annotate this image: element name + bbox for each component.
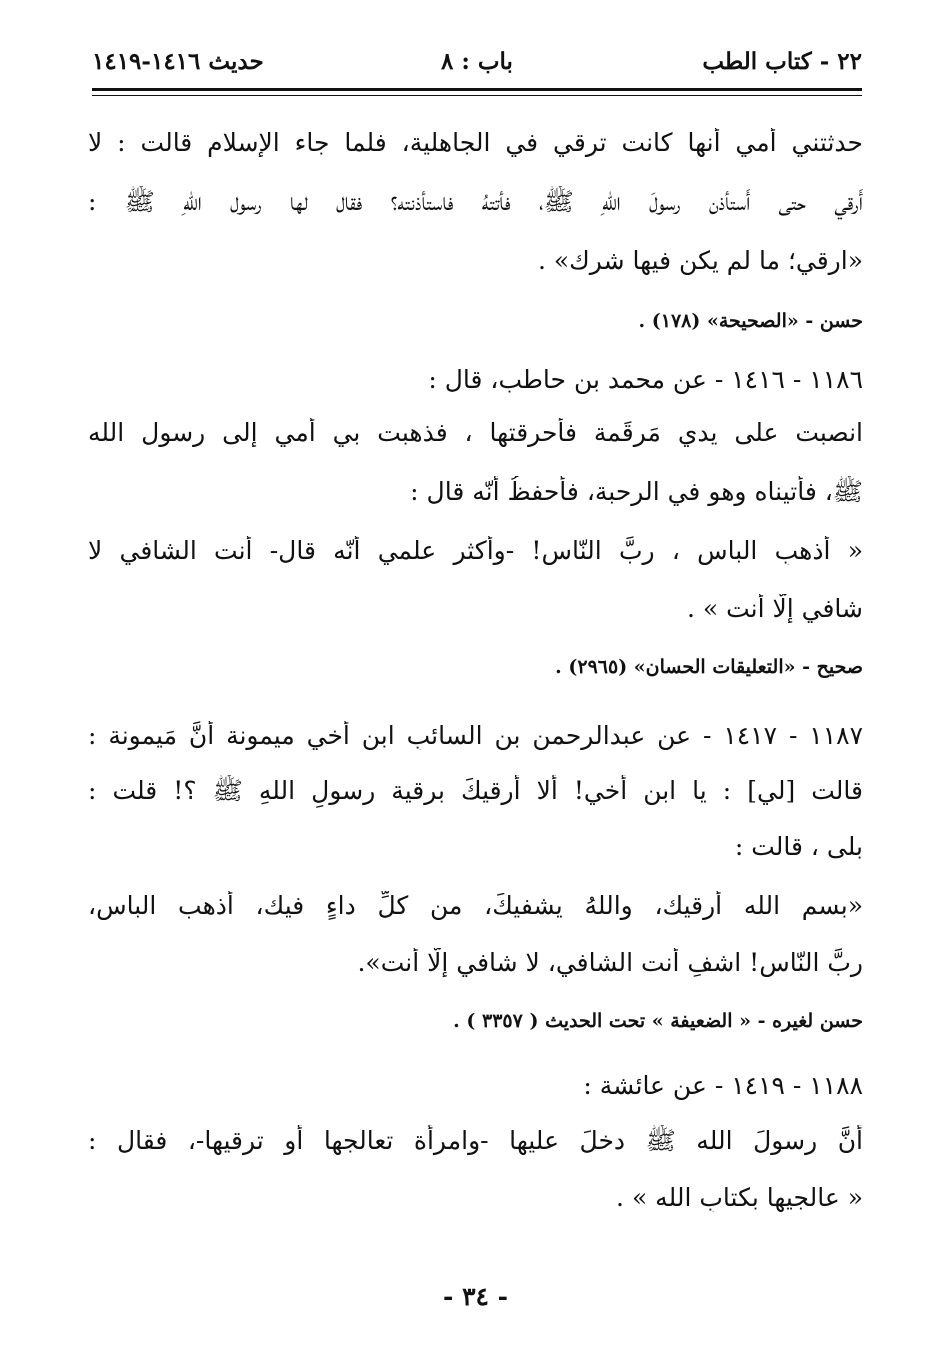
page-header <box>92 48 862 84</box>
page-number: - ٣٤ - <box>442 1282 509 1311</box>
grading-note: حسن - «الصحيحة» (١٧٨) . <box>638 310 863 332</box>
text-line: حدثتني أُمي أنها كانت ترقي في الجاهلية، فلما جاء الإسلام قالت : لا <box>88 128 863 157</box>
text-line: قالت [لي] : يا ابن أَخي! أَلا أَرقيكَ برقية رسولِ اللهِ ﷺ ؟! قلت : <box>88 776 863 805</box>
hadith-range: حديث ١٤١٦-١٤١٩ <box>92 48 264 75</box>
header-rule-thin <box>92 95 862 96</box>
hadith-quote: « أذهبِ الباس ، ربَّ النّاسِ! -وأكثر علمي أنّه قال- أنت الشافي لا <box>88 536 863 565</box>
grading-note: حسن لغيره - « الضعيفة » تحت الحديث ( ٣٣٥٧ ) . <box>453 1010 863 1032</box>
hadith-quote: « عالجيها بكتابِ الله » . <box>616 1183 863 1212</box>
text-line: بلى ، قالت : <box>734 832 863 861</box>
text-line: أَرقي حتى أَستأذن رسولَ اللهِ ﷺ، فأتتهُ فاستأذنته؟ فقال لها رسول اللهِ ﷺ : <box>88 187 863 216</box>
text-line: ﷺ، فأتيناه وهو في الرحبة، فأحفظُ أنّه قال : <box>410 477 863 506</box>
hadith-quote: «بسم الله أَرقيك، واللهُ يشفيكَ، من كلِّ داءٍ فيك، أَذهب الباس، <box>88 891 863 920</box>
hadith-quote: شافي إلّا أنت » . <box>686 594 863 623</box>
chapter-title: ٢٢ - كتاب الطب <box>702 48 862 75</box>
hadith-heading: ١١٨٦ - ١٤١٦ - عن محمد بن حاطب، قال : <box>428 365 863 394</box>
text-line: أنَّ رسولَ الله ﷺ دخلَ عليها -وامرأة تعالجها أَو ترقيها-، فقال : <box>88 1126 863 1155</box>
hadith-heading: ١١٨٧ - ١٤١٧ - عن عبدالرحمن بن السائبِ ابن أَخي ميمونة أنَّ مَيمونة : <box>88 721 863 750</box>
hadith-quote: ربَّ النّاسِ! اشفِ أَنت الشافي، لا شافي إلّا أَنت». <box>357 948 863 977</box>
text-line: انصبت على يدي مَرقَمة فأحرقتها ، فذهبت بي أُمي إلى رسولِ الله <box>88 418 863 447</box>
hadith-heading: ١١٨٨ - ١٤١٩ - عن عائشة : <box>583 1071 863 1100</box>
header-rule-thick <box>92 88 862 91</box>
grading-note: صحيح - «التعليقات الحسان» (٢٩٦٥) . <box>555 656 863 678</box>
section-label: باب : ٨ <box>441 48 513 75</box>
hadith-quote: «ارقي؛ ما لم يكن فيها شرك» . <box>537 246 863 275</box>
